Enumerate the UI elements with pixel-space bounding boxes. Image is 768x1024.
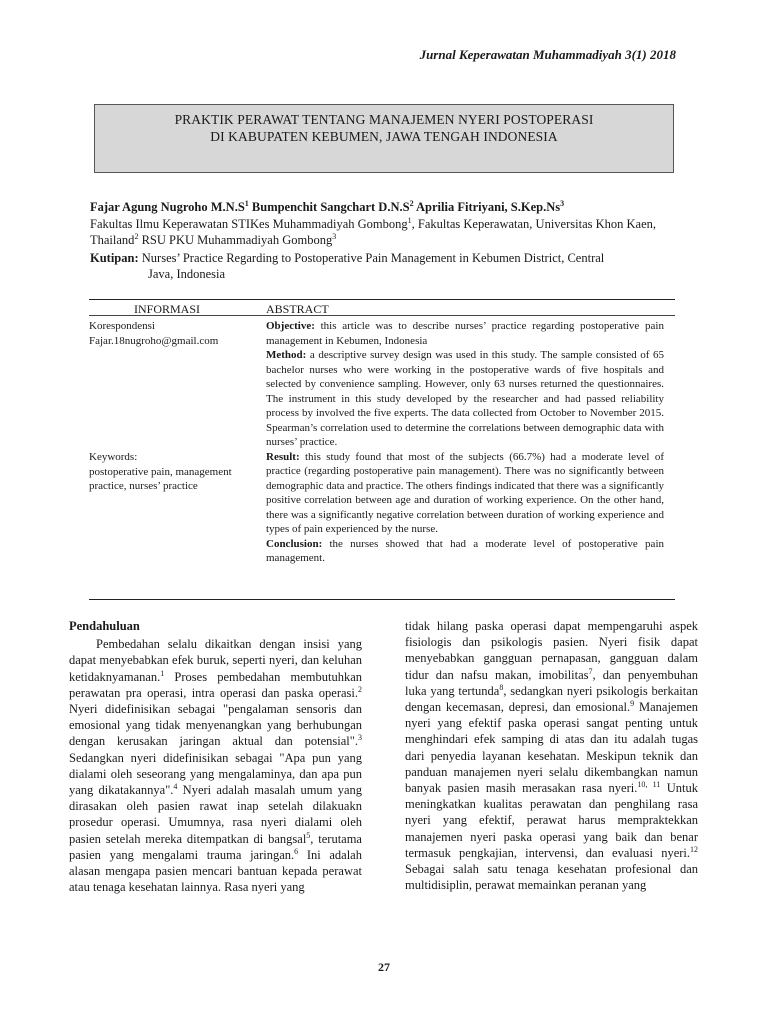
info-column [89,319,259,494]
intro-text: Sebagai salah satu tenaga kesehatan profesional dan multidisiplin, perawat memainkan peranan yang [405,862,698,893]
conclusion-label: Conclusion: [266,537,323,550]
article-title-line-2: DI KABUPATEN KEBUMEN, JAWA TENGAH INDONESIA [210,129,558,144]
author-1-affil: 1 [244,198,249,208]
objective-text: this article was to describe nurses’ practice regarding postoperative pain management in Kebumen, Indonesia [266,320,664,347]
objective-label: Objective: [266,320,315,332]
ref-mark: 3 [358,733,362,743]
method-text: a descriptive survey design was used in this study. The sample consisted of 65 bachelor nurses who were working in the postoperative wards of five hospitals and selected by convenience sampling. However, only 63 nurses returned the questionnaires. The instrument in this study developed by the researcher and had passed reliability process by involved the five experts. The data collected from October to November 2015. Spearman’s correlation used to determine the correlations between demographic data with nurses’ practice. [266,349,664,448]
author-2-affil: 2 [409,198,414,208]
conclusion-text: the nurses showed that had a moderate level of postoperative pain management. [266,537,664,564]
ref-mark: 10, 11 [637,779,661,789]
abstract-header: ABSTRACT [266,302,329,316]
ref-mark: 6 [294,846,299,856]
info-header: INFORMASI [134,302,201,316]
intro-paragraph-1-cont [405,618,698,893]
ref-mark: 8 [499,682,504,692]
intro-paragraph-1 [69,636,362,895]
abstract-method [266,348,664,450]
ref-mark: 12 [690,844,698,854]
intro-text: Nyeri didefinisikan sebagai "pengalaman sensoris dan emosional yang tidak menyenangkan yang berhubungan dengan kerusakan jaringan aktual dan potensial". [69,702,362,749]
citation [90,250,690,282]
ref-mark: 1 [160,668,165,678]
correspondence-label: Korespondensi [89,320,155,332]
body-column-right [405,618,698,893]
intro-text: Sedangkan nyeri didefinisikan sebagai "Apa pun yang dialami oleh seseorang yang mengalaminya, dan apa pun yang dikatakannya". [69,750,362,798]
abstract-column [266,319,664,566]
intro-text: , sedangkan nyeri psikologis berkaitan dengan kecemasan, depresi, dan emosional. [405,683,698,715]
affiliation-2-mark: 2 [134,231,139,241]
intro-text: , dan penyembuhan luka yang tertunda [405,667,698,698]
affiliation-2: , Fakultas Keperawatan, Universitas Khon Kaen, Thailand [90,217,657,247]
article-info-table [89,299,675,600]
article-title-line-1: PRAKTIK PERAWAT TENTANG MANAJEMEN NYERI POSTOPERASI [174,112,594,127]
citation-text: Nurses’ Practice Regarding to Postoperative Pain Management in Kebumen District, Central [138,251,605,265]
author-list [90,200,564,215]
result-text: this study found that most of the subjects (66.7%) had a moderate level of practice (regarding postoperative pain management). There was no significantly between demographic data and practice. The others findings indicated that there was a significantly positive correlation between age and duration of working experience. On the other hand, there was a significantly negative correlation between duration of working experience and types of pain experienced by the nurse. [266,450,664,535]
citation-text-cont: Java, Indonesia [148,267,226,281]
intro-text: Proses pembedahan membutuhkan perawatan pra operasi, intra operasi dan paska operasi. [69,669,362,700]
abstract-objective [266,319,664,348]
author-3-affil: 3 [560,198,565,208]
correspondence-email[interactable]: Fajar.18nugroho@gmail.com [89,334,219,347]
ref-mark: 2 [358,684,362,694]
intro-text: Nyeri adalah masalah umum yang dirasakan oleh pasien rawat inap setelah dilakuakn prosedur operasi. Umumnya, rasa nyeri dialami oleh pasien setelah mereka ditempatkan di bangsal [69,783,362,846]
keywords-label: Keywords: [89,451,138,463]
affiliation-1: Fakultas Ilmu Keperawatan STIKes Muhammadiyah Gombong [90,217,408,231]
intro-text: , terutama pasien yang mengalami trauma jaringan. [69,831,362,862]
body-column-left [69,618,362,895]
intro-text: Pembedahan selalu dikaitkan dengan insisi yang dapat menyebabkan efek buruk, seperti nyeri, dan keluhan ketidaknyamanan. [69,637,362,684]
method-label: Method: [266,349,307,361]
abstract-conclusion [266,537,664,566]
header-divider [89,315,675,316]
intro-text: Untuk meningkatkan kualitas perawatan dan penghilang rasa nyeri yang efektif, perawat harus mempraktekkan manajemen nyeri paska operasi yang baik dan benar termasuk pengkajian, intervensi, dan evaluasi nyeri. [405,781,699,860]
abstract-result [266,450,664,537]
citation-label: Kutipan: [90,251,139,265]
ref-mark: 9 [630,698,635,708]
keywords: postoperative pain, management practice, nurses’ practice [89,465,232,492]
ref-mark: 5 [306,830,311,840]
ref-mark: 4 [173,781,178,791]
ref-mark: 7 [588,666,593,676]
author-2: Bumpenchit Sangchart D.N.S [248,200,410,214]
affiliation-1-mark: 1 [407,215,412,225]
page-number: 27 [378,960,390,974]
result-label: Result: [266,450,300,463]
intro-text: tidak hilang paska operasi dapat mempengaruhi aspek fisiologis dan psikologis pasien. Nyeri fisik dapat menyebabkan gangguan pernapasan, gangguan dalam tidur dan nafsu makan, imobilitas [405,619,698,682]
intro-text: Manajemen nyeri yang efektif paska operasi sangat penting untuk menghindari efek samping di atas dan itu adalah tugas dari penyedia layanan kesehatan. Meskipun teknik dan panduan manajemen nyeri selalu dikembangkan namun banyak pasien masih merasakan rasa nyeri. [405,700,698,796]
section-heading: Pendahuluan [69,619,140,633]
author-3: Aprilia Fitriyani, S.Kep.Ns [413,200,561,214]
affiliations [90,216,690,248]
affiliation-3-mark: 3 [332,231,337,241]
journal-header: Jurnal Keperawatan Muhammadiyah 3(1) 2018 [419,47,676,62]
intro-text: Ini adalah alasan mengapa pasien mencari bantuan kepada perawat atau tenaga kesehatan lainnya. Rasa nyeri yang [69,847,362,895]
affiliation-3: RSU PKU Muhammadiyah Gombong [138,233,333,247]
article-title-box [94,104,674,173]
author-1: Fajar Agung Nugroho M.N.S [90,200,245,214]
